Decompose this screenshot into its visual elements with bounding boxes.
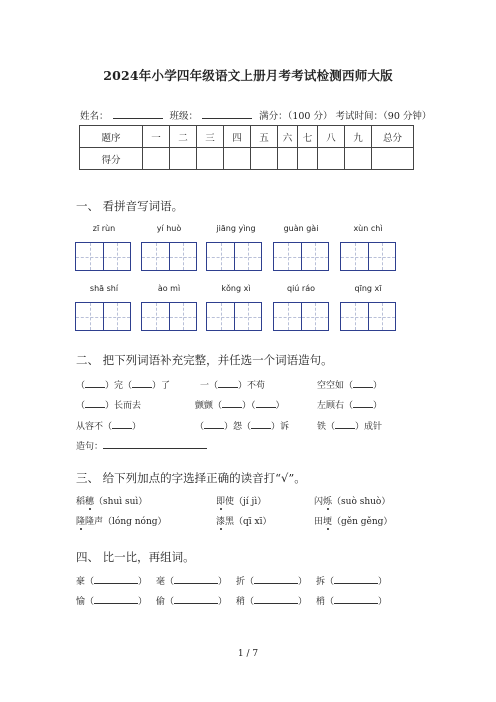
answer-blank[interactable] xyxy=(218,378,238,388)
section1-heading: 一、 看拼音写词语。 xyxy=(76,199,184,213)
score-cell[interactable] xyxy=(345,148,372,170)
score-header-cell: 九 xyxy=(345,126,372,148)
word-item: 折（ ） xyxy=(236,574,307,587)
idiom-item: （ ）怨（ ）诉 xyxy=(195,419,289,432)
writing-grid[interactable] xyxy=(340,302,396,331)
idiom-item: 左顾右（ ） xyxy=(317,398,382,411)
section2-heading: 二、 把下列词语补充完整，并任选一个词语造句。 xyxy=(76,353,333,367)
answer-blank[interactable] xyxy=(174,574,218,584)
section3-heading: 三、 给下列加点的字选择正确的读音打“√”。 xyxy=(76,471,306,485)
student-info-line xyxy=(80,108,431,122)
answer-blank[interactable] xyxy=(334,574,378,584)
sentence-line xyxy=(76,439,207,452)
reading-item[interactable]: 漆黑（qī xī） xyxy=(216,517,272,527)
score-cell[interactable] xyxy=(170,148,197,170)
answer-blank[interactable] xyxy=(85,398,105,408)
word-item: 偷（ ） xyxy=(156,594,227,607)
pinyin-label: shā shí xyxy=(89,284,119,293)
answer-blank[interactable] xyxy=(94,574,138,584)
score-cell[interactable] xyxy=(318,148,345,170)
class-blank[interactable] xyxy=(202,109,252,119)
writing-grid[interactable] xyxy=(141,242,197,271)
pinyin-label: kǒng xì xyxy=(221,284,251,293)
exam-time: 考试时间：（90 分钟） xyxy=(335,111,432,122)
writing-grid[interactable] xyxy=(75,242,131,271)
word-item: 梢（ ） xyxy=(316,594,387,607)
score-table-score-row xyxy=(80,148,414,170)
writing-grid[interactable] xyxy=(141,302,197,331)
word-item: 拆（ ） xyxy=(316,574,387,587)
answer-blank[interactable] xyxy=(132,378,152,388)
answer-blank[interactable] xyxy=(254,574,298,584)
score-header-cell: 七 xyxy=(298,126,318,148)
writing-grid[interactable] xyxy=(75,302,131,331)
page-title: 2024年小学四年级语文上册月考考试检测西师大版 xyxy=(103,68,393,83)
score-cell[interactable] xyxy=(278,148,298,170)
writing-grid[interactable] xyxy=(206,242,262,271)
word-item: 毫（ ） xyxy=(156,574,227,587)
pinyin-label: ào mì xyxy=(157,284,181,293)
writing-grid[interactable] xyxy=(340,242,396,271)
pinyin-label: zī rùn xyxy=(92,224,116,233)
reading-item[interactable]: 即使（jí jì） xyxy=(216,497,267,507)
writing-grid[interactable] xyxy=(273,242,329,271)
pinyin-label: yí huò xyxy=(156,224,182,233)
score-header-cell: 五 xyxy=(251,126,278,148)
full-score: 满分：（100 分） xyxy=(259,111,333,122)
answer-blank[interactable] xyxy=(256,398,276,408)
answer-blank[interactable] xyxy=(353,398,373,408)
reading-item[interactable]: 田埂（gěn gěng） xyxy=(314,517,393,527)
score-header-cell: 八 xyxy=(318,126,345,148)
pinyin-label: qiú ráo xyxy=(287,284,315,293)
answer-blank[interactable] xyxy=(254,594,298,604)
word-item: 稍（ ） xyxy=(236,594,307,607)
name-blank[interactable] xyxy=(113,109,163,119)
answer-blank[interactable] xyxy=(85,378,105,388)
score-header-cell: 一 xyxy=(143,126,170,148)
answer-blank[interactable] xyxy=(353,378,373,388)
pinyin-label: xùn chì xyxy=(353,224,383,233)
word-item: 愉（ ） xyxy=(76,594,147,607)
idiom-item: 颤颤（ ）（ ） xyxy=(195,398,285,411)
score-header-cell: 总分 xyxy=(372,126,414,148)
writing-grid[interactable] xyxy=(206,302,262,331)
pinyin-label: qīng xī xyxy=(354,284,382,293)
reading-item[interactable]: 闪烁（suò shuò） xyxy=(314,497,391,507)
class-label: 班级： xyxy=(169,111,199,122)
sentence-blank[interactable] xyxy=(103,439,207,449)
answer-blank[interactable] xyxy=(204,419,224,429)
word-item: 豪（ ） xyxy=(76,574,147,587)
writing-grid[interactable] xyxy=(273,302,329,331)
section4-heading: 四、 比一比，再组词。 xyxy=(76,550,195,564)
answer-blank[interactable] xyxy=(251,419,271,429)
score-cell[interactable] xyxy=(143,148,170,170)
idiom-item: 铁（ ）成针 xyxy=(317,419,382,432)
score-cell[interactable] xyxy=(197,148,224,170)
score-cell[interactable] xyxy=(298,148,318,170)
answer-blank[interactable] xyxy=(222,398,242,408)
score-cell[interactable] xyxy=(251,148,278,170)
pinyin-label: guàn gài xyxy=(283,224,319,233)
idiom-item: （ ）长而去 xyxy=(76,398,141,411)
score-row-label: 得分 xyxy=(80,148,143,170)
answer-blank[interactable] xyxy=(94,594,138,604)
score-header-cell: 二 xyxy=(170,126,197,148)
score-header-cell: 三 xyxy=(197,126,224,148)
answer-blank[interactable] xyxy=(174,594,218,604)
sentence-label: 造句： xyxy=(76,442,104,452)
pinyin-label: jiāng yìng xyxy=(216,224,256,233)
idiom-item: 空空如（ ） xyxy=(317,378,382,391)
score-table-header-row xyxy=(80,126,414,148)
page-number: 1 / 7 xyxy=(237,649,259,659)
answer-blank[interactable] xyxy=(335,419,355,429)
score-header-cell: 四 xyxy=(224,126,251,148)
idiom-item: （ ）完（ ）了 xyxy=(76,378,170,391)
answer-blank[interactable] xyxy=(112,419,132,429)
idiom-item: 一（ ）不苟 xyxy=(200,378,265,391)
reading-item[interactable]: 稻穗（shuì suì） xyxy=(76,497,148,507)
score-table xyxy=(79,125,414,170)
score-header-cell: 题序 xyxy=(80,126,143,148)
score-cell[interactable] xyxy=(224,148,251,170)
answer-blank[interactable] xyxy=(334,594,378,604)
score-header-cell: 六 xyxy=(278,126,298,148)
idiom-item: 从容不（ ） xyxy=(76,419,141,432)
name-label: 姓名： xyxy=(80,111,109,122)
reading-item[interactable]: 隆隆声（lóng nóng） xyxy=(76,517,167,527)
score-cell[interactable] xyxy=(372,148,414,170)
